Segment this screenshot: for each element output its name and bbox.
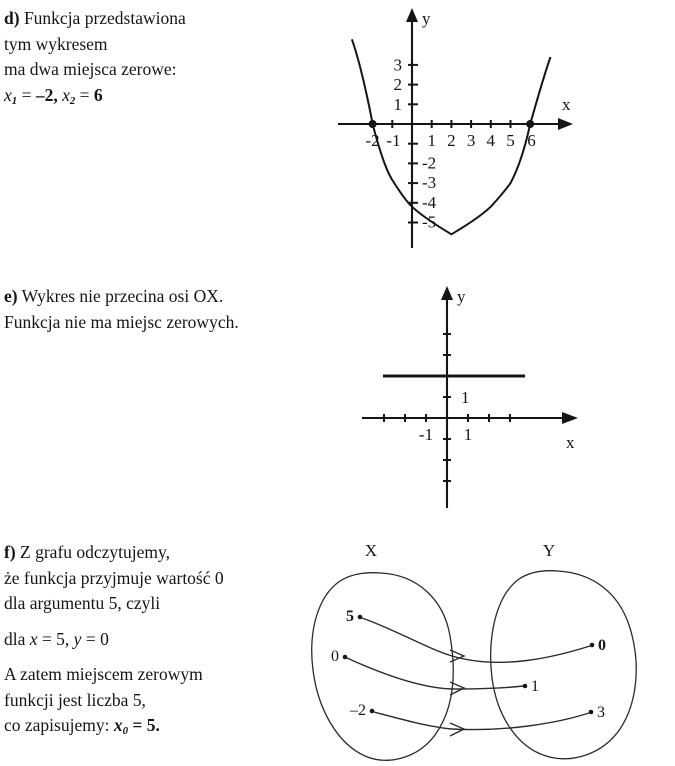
section-d-line-0: [4, 6, 324, 32]
set-y-element-dot-0: [590, 643, 595, 648]
section-e-text: [4, 284, 334, 335]
section-f-x0-value: = 5.: [132, 715, 160, 735]
constline-xaxis-name: x: [566, 433, 575, 452]
section-f-line-5: funkcji jest liczba 5,: [4, 689, 146, 710]
parabola-y-arrowhead: [406, 8, 418, 22]
set-y-element-dot-1: [523, 684, 528, 689]
parabola-svg: [330, 0, 580, 260]
parabola-xaxis-name: x: [562, 95, 571, 114]
formula-separator: ,: [53, 84, 63, 105]
constline-ytick-label-1: 1: [461, 388, 470, 407]
set-y-blob: [491, 571, 637, 759]
parabola-ytick-label-1: 2: [393, 75, 402, 95]
parabola-ytick-label-0: 3: [393, 55, 402, 75]
set-x-element-label-2: –2: [350, 702, 366, 719]
parabola-xtick-label-2: 1: [427, 131, 436, 150]
section-f-spacer-1: [4, 617, 334, 627]
formula-x1-subscript: 1: [11, 94, 18, 107]
parabola-ytick-label-4: -3: [422, 173, 437, 193]
parabola-xtick-label-6: 5: [506, 131, 515, 150]
parabola-xtick-label-7: 6: [527, 131, 536, 150]
section-f-mid: = 5,: [37, 628, 74, 649]
formula-x1-symbol: x: [4, 84, 12, 105]
section-d-line-2: ma dwa miejsca zerowe:: [4, 59, 177, 79]
parabola-xtick-label-5: 4: [486, 131, 496, 150]
parabola-xtick-label-0: -2: [365, 131, 380, 150]
section-f-y-symbol: y: [73, 628, 82, 649]
section-d-formula: [4, 83, 324, 115]
section-f-text: [4, 540, 334, 745]
set-y-element-label-1: 1: [531, 678, 539, 695]
constline-xtick-label-1: 1: [463, 425, 473, 444]
set-x-element-label-1: 0: [331, 648, 339, 665]
parabola-ytick-label-3: -2: [422, 153, 437, 173]
mapping-arrow-0: [362, 618, 590, 662]
set-x-element-dot-1: [343, 655, 348, 660]
parabola-xtick-label-4: 3: [466, 131, 476, 150]
set-y-element-label-2: 3: [597, 704, 605, 721]
set-x-element-dot-2: [370, 709, 375, 714]
parabola-root-point-left: [369, 120, 377, 128]
section-f-text-0: Z grafu odczytujemy,: [20, 542, 171, 562]
set-x-element-dot-0: [358, 615, 363, 620]
diagram-mapping: [300, 530, 675, 766]
set-y-element-dot-2: [589, 710, 594, 715]
set-x-label: X: [364, 541, 378, 560]
formula-val2: 6: [93, 84, 103, 105]
mapping-svg: [300, 530, 675, 766]
chart-constant-line: [330, 272, 610, 520]
section-f-x-symbol: x: [29, 628, 38, 649]
parabola-root-point-right: [526, 120, 534, 128]
parabola-xtick-label-3: 2: [447, 131, 456, 150]
section-d-text: [4, 6, 324, 114]
parabola-ytick-label-6: -5: [422, 212, 437, 232]
constline-y-arrowhead: [441, 286, 453, 300]
section-d-letter: d): [4, 8, 20, 28]
formula-eq1: =: [21, 84, 36, 105]
formula-val1: –2: [35, 84, 54, 105]
chart-parabola: [330, 0, 580, 260]
parabola-xtick-label-1: -1: [386, 131, 401, 150]
parabola-yaxis-name: y: [422, 9, 431, 28]
constline-xtick-label-neg1: -1: [418, 425, 434, 444]
section-f-conclusion-prefix: co zapisujemy:: [4, 715, 114, 735]
section-d-text-0: Funkcja przedstawiona: [23, 8, 186, 28]
section-e-line-1: Funkcja nie ma miejsc zerowych.: [4, 311, 239, 332]
set-x-blob: [312, 573, 454, 761]
section-d-line-1: tym wykresem: [4, 33, 108, 54]
section-f-end: = 0: [81, 628, 109, 649]
section-f-x0-symbol: x: [113, 715, 123, 735]
parabola-ytick-label-2: 1: [393, 94, 402, 114]
section-f-line-1: że funkcja przyjmuje wartość 0: [4, 567, 224, 588]
parabola-ytick-label-5: -4: [422, 192, 437, 212]
section-f-line-3: [4, 627, 334, 653]
parabola-x-arrowhead: [558, 118, 573, 130]
section-f-letter: f): [4, 542, 16, 562]
formula-x2-symbol: x: [62, 84, 70, 105]
section-f-line-6: [4, 713, 334, 745]
set-y-label: Y: [542, 541, 556, 560]
section-f-dla-prefix: dla: [4, 628, 30, 649]
section-f-x0-subscript: 0: [122, 725, 128, 738]
set-y-element-label-0: 0: [598, 637, 606, 654]
constant-line-svg: [330, 272, 610, 520]
section-e-letter: e): [4, 286, 18, 306]
section-f-line-4: A zatem miejscem zerowym: [4, 664, 203, 684]
section-f-line-2: dla argumentu 5, czyli: [4, 593, 161, 613]
mapping-arrow-2: [374, 712, 589, 730]
section-f-line-0: [4, 540, 334, 566]
formula-x2-subscript: 2: [69, 94, 76, 107]
section-f-spacer-2: [4, 652, 334, 662]
set-x-element-label-0: 5: [346, 608, 354, 625]
section-e-text-0: Wykres nie przecina osi OX.: [21, 286, 224, 306]
constline-yaxis-name: y: [457, 287, 466, 306]
formula-eq2: =: [79, 84, 94, 105]
constline-x-arrowhead: [562, 412, 578, 424]
section-e-line-0: [4, 284, 334, 310]
